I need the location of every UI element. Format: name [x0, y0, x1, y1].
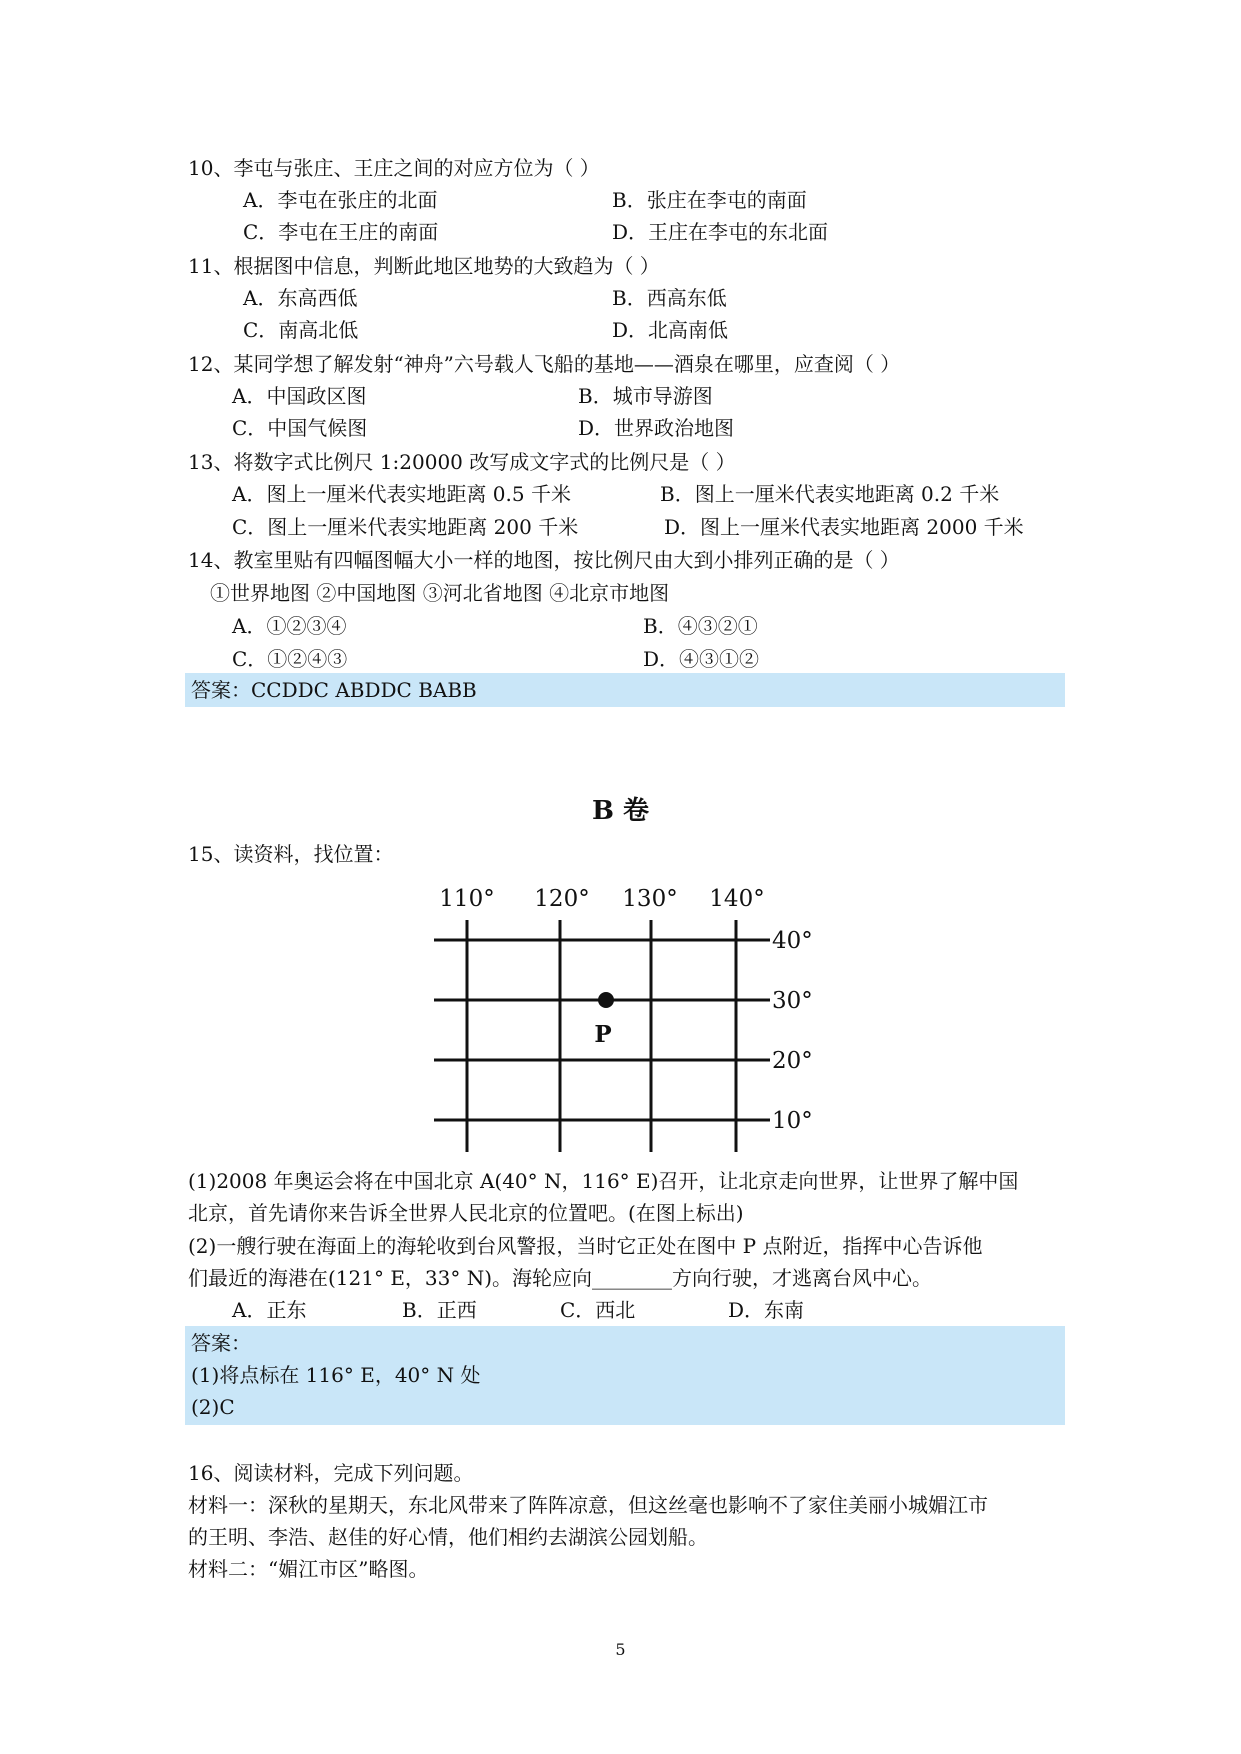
lat-lon-grid — [0, 870, 1241, 1160]
q13-option-b: B．图上一厘米代表实地距离 0.2 千米 — [660, 482, 1000, 506]
point-p-label: P — [594, 1021, 612, 1048]
q15-part1-line2: 北京，首先请你来告诉全世界人民北京的位置吧。(在图上标出) — [188, 1201, 744, 1225]
lon-label-140: 140° — [709, 886, 765, 912]
q15-stem: 15、读资料，找位置： — [188, 842, 394, 866]
q11-option-a: A．东高西低 — [243, 286, 358, 310]
q10-option-a: A．李屯在张庄的北面 — [243, 188, 438, 212]
lat-label-30: 30° — [772, 988, 813, 1014]
q14-option-b: B．④③②① — [643, 614, 758, 638]
q12-stem: 12、某同学想了解发射“神舟”六号载人飞船的基地——酒泉在哪里，应查阅（ ） — [188, 352, 901, 376]
answer-label-b: 答案： — [191, 1331, 251, 1355]
q11-option-d: D．北高南低 — [612, 318, 729, 342]
q10-stem: 10、李屯与张庄、王庄之间的对应方位为（ ） — [188, 156, 600, 180]
lat-label-40: 40° — [772, 928, 813, 954]
point-p-marker — [598, 992, 614, 1008]
q12-option-a: A．中国政区图 — [232, 384, 367, 408]
q16-stem: 16、阅读材料，完成下列问题。 — [188, 1461, 474, 1485]
answer-box-b — [185, 1326, 1065, 1425]
lat-label-10: 10° — [772, 1108, 813, 1134]
q14-option-c: C．①②④③ — [232, 647, 348, 671]
q14-items: ①世界地图 ②中国地图 ③河北省地图 ④北京市地图 — [210, 581, 670, 605]
q15-option-b: B．正西 — [402, 1298, 477, 1322]
q10-option-b: B．张庄在李屯的南面 — [612, 188, 807, 212]
answer-text-b2: (2)C — [191, 1395, 235, 1419]
q15-part2-line2: 们最近的海港在(121° E，33° N)。海轮应向________方向行驶，才逃离台风中心。 — [188, 1266, 933, 1290]
q14-stem: 14、教室里贴有四幅图幅大小一样的地图，按比例尺由大到小排列正确的是（ ） — [188, 548, 900, 572]
section-title: B 卷 — [591, 796, 650, 826]
lon-label-130: 130° — [622, 886, 678, 912]
q15-option-d: D．东南 — [728, 1298, 805, 1322]
page-number: 5 — [615, 1640, 626, 1659]
q16-material1-line1: 材料一：深秋的星期天，东北风带来了阵阵凉意，但这丝毫也影响不了家住美丽小城媚江市 — [188, 1493, 988, 1517]
q14-option-a: A．①②③④ — [232, 614, 347, 638]
q11-option-c: C．南高北低 — [243, 318, 359, 342]
q15-part2-line1: (2)一艘行驶在海面上的海轮收到台风警报，当时它正处在图中 P 点附近，指挥中心告诉他 — [188, 1234, 983, 1258]
q13-option-d: D．图上一厘米代表实地距离 2000 千米 — [664, 515, 1024, 539]
q10-option-c: C．李屯在王庄的南面 — [243, 220, 439, 244]
q15-option-a: A．正东 — [232, 1298, 307, 1322]
lon-label-110: 110° — [439, 886, 495, 912]
answer-text-b1: (1)将点标在 116° E，40° N 处 — [191, 1363, 481, 1387]
lat-label-20: 20° — [772, 1048, 813, 1074]
answer-box-a — [185, 673, 1065, 707]
q15-option-c: C．西北 — [560, 1298, 636, 1322]
q11-option-b: B．西高东低 — [612, 286, 727, 310]
q13-stem: 13、将数字式比例尺 1:20000 改写成文字式的比例尺是（ ） — [188, 450, 736, 474]
q13-option-c: C．图上一厘米代表实地距离 200 千米 — [232, 515, 579, 539]
q11-stem: 11、根据图中信息，判断此地区地势的大致趋为（ ） — [188, 254, 660, 278]
q10-option-d: D．王庄在李屯的东北面 — [612, 220, 829, 244]
q16-material1-line2: 的王明、李浩、赵佳的好心情，他们相约去湖滨公园划船。 — [188, 1525, 708, 1549]
q12-option-d: D．世界政治地图 — [578, 416, 735, 440]
q12-option-c: C．中国气候图 — [232, 416, 368, 440]
lon-label-120: 120° — [534, 886, 590, 912]
q12-option-b: B．城市导游图 — [578, 384, 713, 408]
q14-option-d: D．④③①② — [643, 647, 760, 671]
q16-material2: 材料二：“媚江市区”略图。 — [188, 1557, 429, 1581]
answer-text-a: 答案：CCDDC ABDDC BABB — [191, 678, 477, 702]
q15-part1-line1: (1)2008 年奥运会将在中国北京 A(40° N，116° E)召开，让北京走向世界，让世界了解中国 — [188, 1169, 1019, 1193]
q13-option-a: A．图上一厘米代表实地距离 0.5 千米 — [232, 482, 571, 506]
